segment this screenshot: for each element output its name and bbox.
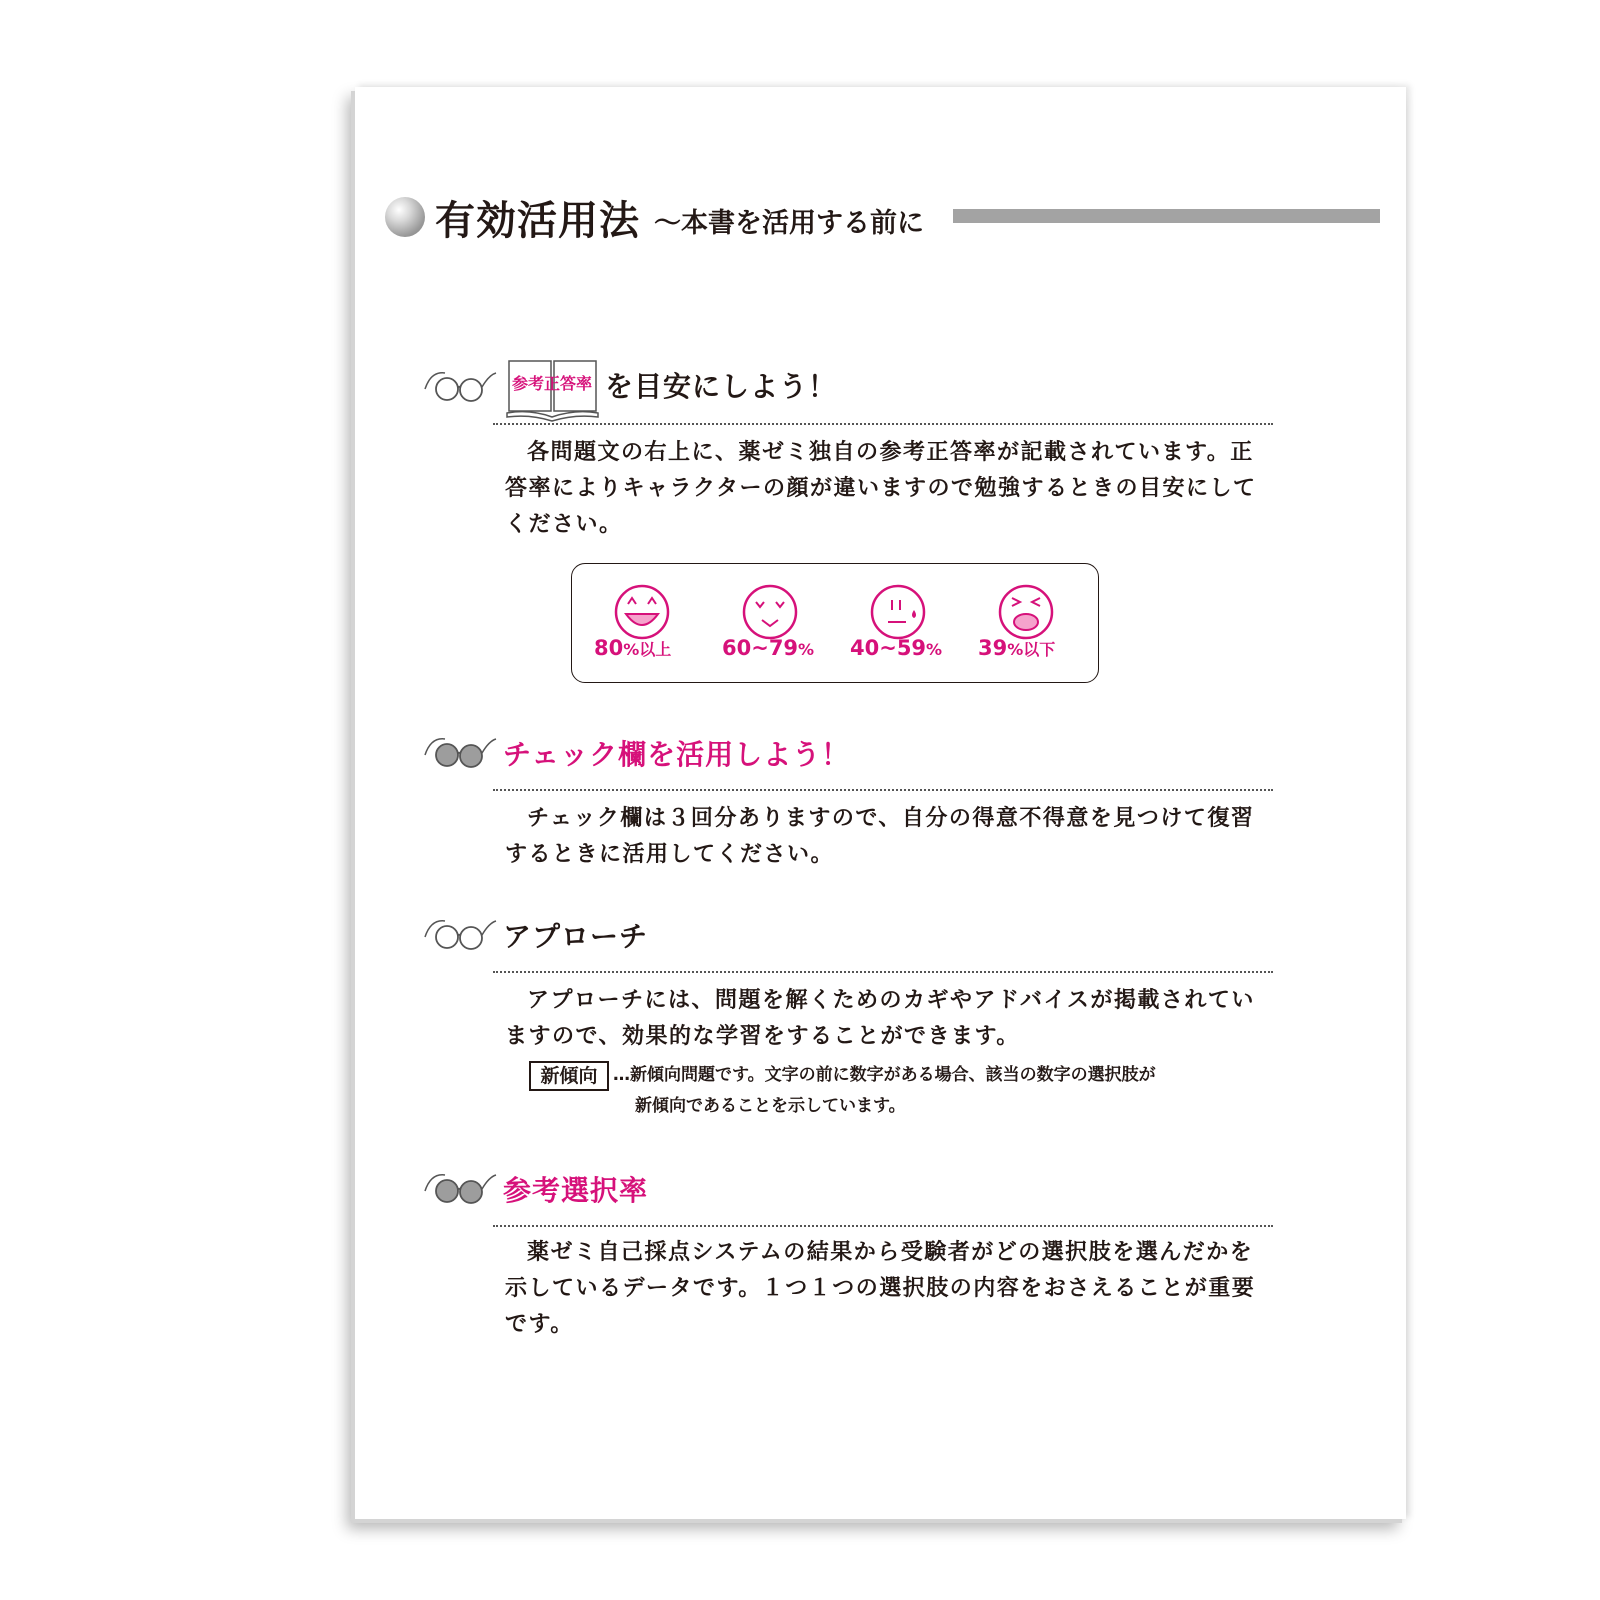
- glasses-icon: [423, 1163, 498, 1207]
- crying-face-icon: [996, 584, 1056, 640]
- dotted-rule: [493, 423, 1273, 425]
- glasses-icon: [423, 361, 498, 405]
- rate-label-80: 80%以上: [594, 636, 672, 660]
- page-title: 有効活用法: [435, 198, 640, 244]
- new-trend-tag: 新傾向: [529, 1061, 609, 1091]
- section-1-body: 各問題文の右上に、薬ゼミ独自の参考正答率が記載されています。正 答率によりキャラクターの顔が違いますので勉強するときの目安にして ください。: [505, 440, 1257, 537]
- title-ball-icon: [385, 197, 425, 237]
- section-1-title: を目安にしよう！: [605, 370, 838, 403]
- new-trend-note: …新傾向問題です。文字の前に数字がある場合、該当の数字の選択肢が 新傾向であることを示しています。: [613, 1065, 1156, 1116]
- smiling-face-icon: [740, 584, 800, 640]
- laughing-face-icon: [612, 584, 672, 640]
- neutral-face-icon: [868, 584, 928, 640]
- section-3-body: アプローチには、問題を解くためのカギやアドバイスが掲載されてい ますので、効果的な学習をすることができます。: [505, 988, 1255, 1049]
- section-4-title: 参考選択率: [503, 1174, 649, 1207]
- dotted-rule: [493, 1225, 1273, 1227]
- rate-label-60-79: 60~79%: [722, 636, 815, 660]
- section-2-title: チェック欄を活用しよう！: [503, 738, 851, 771]
- dotted-rule: [493, 971, 1273, 973]
- document-page: [355, 87, 1406, 1519]
- section-4-body: 薬ゼミ自己採点システムの結果から受験者がどの選択肢を選んだかを 示しているデータです。１つ１つの選択肢の内容をおさえることが重要 です。: [505, 1240, 1256, 1337]
- title-rule: [953, 209, 1380, 223]
- page-subtitle: ～本書を活用する前に: [654, 208, 924, 239]
- dotted-rule: [493, 789, 1273, 791]
- glasses-icon: [423, 727, 498, 771]
- rate-label-40-59: 40~59%: [850, 636, 943, 660]
- section-3-title: アプローチ: [503, 920, 649, 953]
- rate-legend-box: [571, 563, 1099, 683]
- glasses-icon: [423, 909, 498, 953]
- reference-rate-badge: 参考正答率: [512, 374, 593, 393]
- section-2-body: チェック欄は３回分ありますので、自分の得意不得意を見つけて復習 するときに活用してください。: [505, 806, 1255, 867]
- rate-label-39: 39%以下: [978, 636, 1056, 660]
